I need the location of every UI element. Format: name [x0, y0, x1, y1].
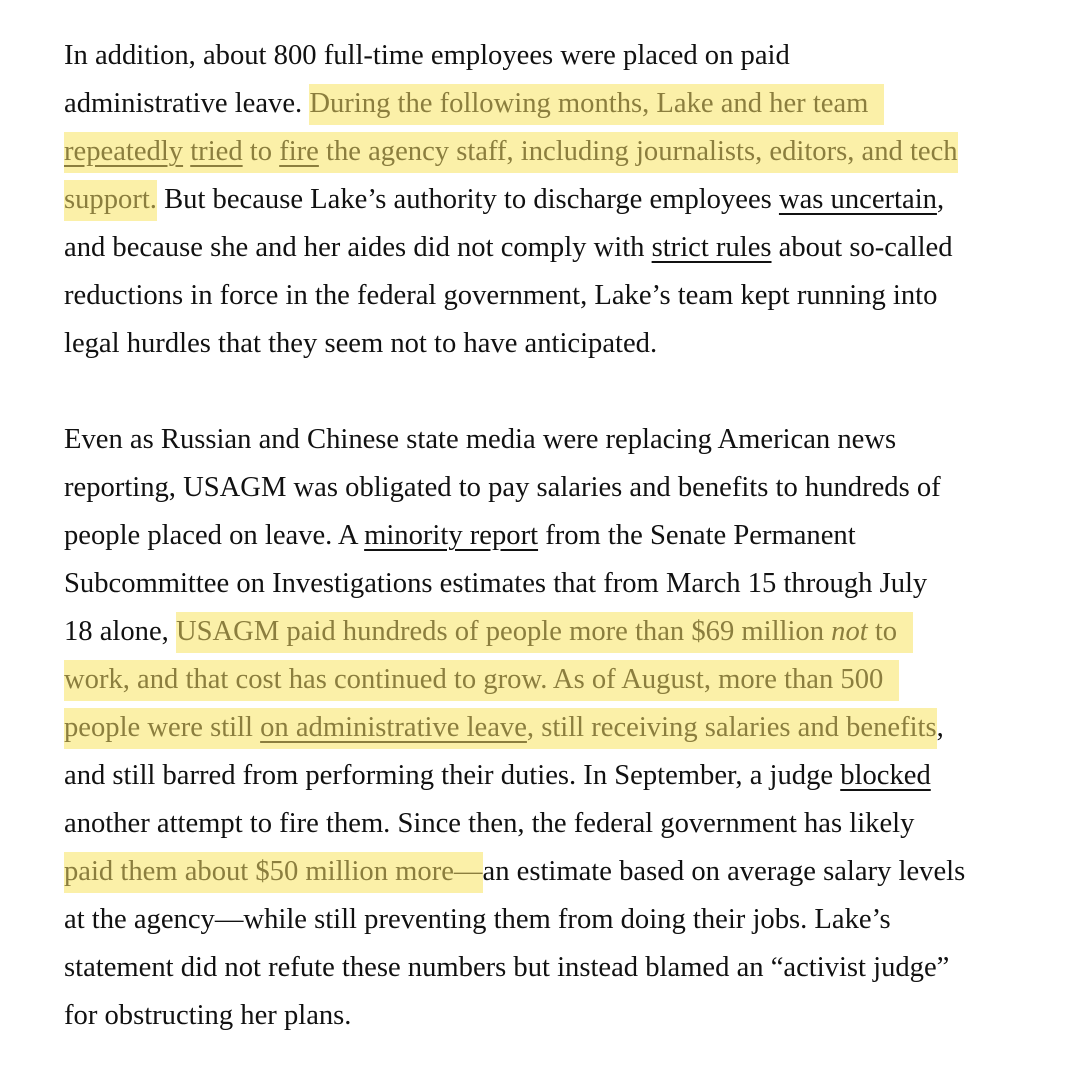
text-span: 18 alone, [64, 616, 176, 647]
text-span: But because Lake’s authority to discharge employees [156, 184, 779, 215]
link-tried[interactable]: tried [190, 136, 243, 167]
link-minority-report[interactable]: minority report [364, 520, 539, 551]
text-span: In addition, about 800 full-time employees were placed on paid [64, 40, 790, 71]
text-span: Even as Russian and Chinese state media were replacing American news [64, 424, 897, 455]
text-line [64, 800, 1054, 848]
paragraph-2 [64, 416, 1054, 1040]
text-span: another attempt to fire them. Since then, the federal government has likely [64, 808, 915, 839]
italic-not: not [831, 616, 868, 647]
text-span: an estimate based on average salary levels [482, 856, 966, 887]
highlight-span [64, 708, 937, 749]
text-line [64, 992, 1054, 1040]
text-span: , still receiving salaries and benefits [526, 712, 937, 743]
highlight-span: support. [64, 180, 157, 221]
text-line [64, 512, 1054, 560]
text-line [64, 80, 1054, 128]
text-span: and still barred from performing their duties. In September, a judge [64, 760, 841, 791]
text-line [64, 320, 1054, 368]
text-line [64, 272, 1054, 320]
text-span: about so-called [771, 232, 953, 263]
text-line [64, 704, 1054, 752]
text-line [64, 128, 1054, 176]
text-span: from the Senate Permanent [538, 520, 856, 551]
highlight-span [176, 612, 913, 653]
text-span: USAGM paid hundreds of people more than $69 million [175, 616, 832, 647]
highlight-span: work, and that cost has continued to grow. As of August, more than 500 [64, 660, 899, 701]
text-line [64, 176, 1054, 224]
highlight-span: During the following months, Lake and her team [309, 84, 884, 125]
link-blocked[interactable]: blocked [840, 760, 931, 791]
link-on-administrative-leave[interactable]: on administrative leave [260, 712, 527, 743]
text-span: , [936, 712, 944, 743]
paragraph-1 [64, 32, 1054, 368]
text-span: , [936, 184, 945, 215]
link-repeatedly[interactable]: repeatedly [64, 136, 184, 167]
text-span: people placed on leave. A [64, 520, 365, 551]
text-span: to [242, 136, 280, 167]
link-was-uncertain[interactable]: was uncertain [778, 184, 937, 215]
text-span: statement did not refute these numbers but instead blamed an “activist judge” [64, 952, 950, 983]
text-line [64, 32, 1054, 80]
text-line [64, 464, 1054, 512]
text-span: for obstructing her plans. [64, 1000, 352, 1031]
article-body [64, 32, 1054, 1040]
highlight-span [64, 132, 958, 173]
text-line [64, 752, 1054, 800]
text-span: reductions in force in the federal government, Lake’s team kept running into [64, 280, 938, 311]
text-line [64, 560, 1054, 608]
link-strict-rules[interactable]: strict rules [651, 232, 772, 263]
link-fire[interactable]: fire [279, 136, 319, 167]
text-span: Subcommittee on Investigations estimates that from March 15 through July [64, 568, 928, 599]
text-line [64, 944, 1054, 992]
text-span: to [867, 616, 898, 647]
text-span: and because she and her aides did not comply with [64, 232, 652, 263]
text-line [64, 848, 1054, 896]
text-span: at the agency—while still preventing them from doing their jobs. Lake’s [64, 904, 891, 935]
text-line [64, 416, 1054, 464]
text-line [64, 608, 1054, 656]
text-span: reporting, USAGM was obligated to pay salaries and benefits to hundreds of [64, 472, 941, 503]
text-span: legal hurdles that they seem not to have anticipated. [64, 328, 658, 359]
text-span: people were still [64, 712, 261, 743]
highlight-span: paid them about $50 million more— [64, 852, 483, 893]
text-span: the agency staff, including journalists, editors, and tech [318, 136, 958, 167]
text-span: administrative leave. [64, 88, 303, 119]
text-line [64, 224, 1054, 272]
text-line [64, 656, 1054, 704]
text-line [64, 896, 1054, 944]
